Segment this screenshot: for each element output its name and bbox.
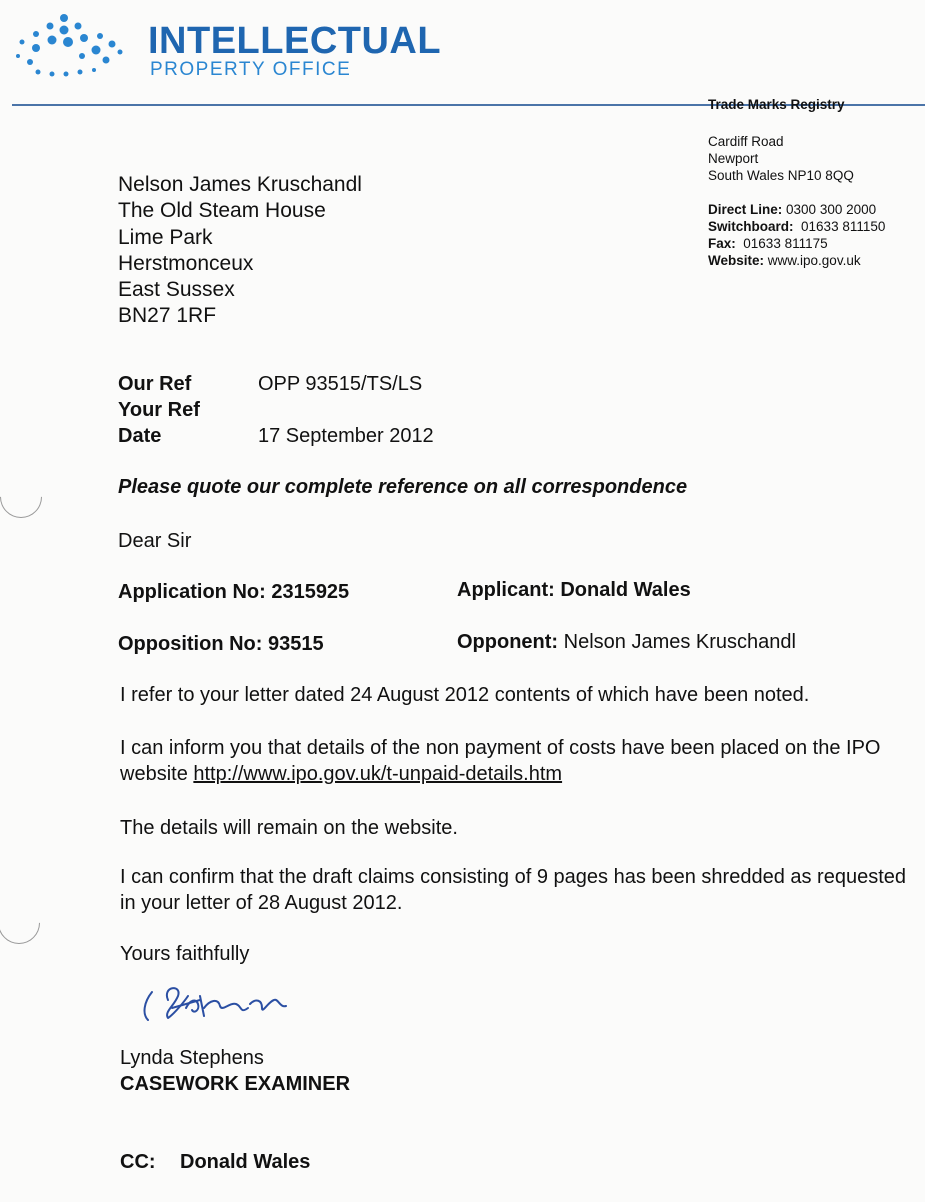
contact-label: Website: (708, 253, 765, 268)
sender-address-line: Newport (708, 151, 759, 166)
signer-title: CASEWORK EXAMINER (120, 1073, 351, 1095)
contact-label: Direct Line: (708, 202, 783, 217)
date-row (118, 425, 434, 448)
application-number: Application No: 2315925 (118, 581, 350, 603)
cc-recipient: Donald Wales (180, 1151, 311, 1173)
ipo-website-link[interactable]: http://www.ipo.gov.uk/t-unpaid-details.htm (193, 763, 563, 785)
logo-wordmark-primary: INTELLECTUAL (148, 20, 442, 62)
body-paragraph: The details will remain on the website. (120, 817, 458, 839)
applicant: Applicant: Donald Wales (457, 579, 691, 601)
addressee-line: Herstmonceux (118, 251, 254, 275)
sign-off: Yours faithfully (120, 943, 250, 965)
addressee-line: Lime Park (118, 225, 213, 249)
contact-value: www.ipo.gov.uk (767, 253, 861, 268)
addressee-line: Nelson James Kruschandl (118, 173, 362, 196)
handwritten-signature (138, 978, 308, 1038)
your-ref-row (118, 399, 258, 422)
addressee-line: The Old Steam House (118, 199, 326, 223)
sender-address (708, 133, 854, 184)
punch-hole-mark (0, 467, 51, 526)
contact-label: Switchboard: (708, 219, 794, 234)
body-paragraph: I refer to your letter dated 24 August 2012 contents of which have been noted. (120, 684, 810, 706)
quote-reference-note: Please quote our complete reference on all correspondence (118, 476, 688, 498)
opposition-number: Opposition No: 93515 (118, 633, 324, 655)
addressee-line: East Sussex (118, 278, 235, 302)
ipo-logo-mark (8, 10, 128, 80)
contact-switchboard (708, 218, 885, 235)
contact-website (708, 252, 885, 269)
our-ref-label: Our Ref (118, 373, 192, 395)
signer-name: Lynda Stephens (120, 1047, 264, 1069)
cc-label: CC: (120, 1151, 156, 1173)
sender-department: Trade Marks Registry (708, 97, 845, 112)
contact-value: 0300 300 2000 (786, 202, 877, 217)
body-paragraph: I can confirm that the draft claims consisting of 9 pages has been shredded as requested in your letter of 28 August 2012. (120, 866, 907, 914)
contact-value: 01633 811175 (743, 236, 828, 251)
opponent-name: Nelson James Kruschandl (558, 631, 796, 653)
addressee-line: BN27 1RF (118, 304, 217, 328)
contact-fax (708, 235, 885, 252)
our-ref-value: OPP 93515/TS/LS (258, 373, 423, 395)
sender-contacts (708, 201, 885, 269)
opponent-label: Opponent: (457, 631, 559, 653)
body-paragraph (120, 735, 920, 787)
punch-hole-mark (0, 893, 49, 952)
contact-direct-line (708, 201, 885, 218)
opponent (457, 631, 796, 654)
contact-label: Fax: (708, 236, 736, 251)
sender-address-line: Cardiff Road (708, 134, 784, 149)
sender-address-line: South Wales NP10 8QQ (708, 168, 854, 183)
your-ref-label: Your Ref (118, 399, 200, 421)
our-ref-row (118, 373, 422, 396)
date-value: 17 September 2012 (258, 425, 434, 447)
salutation: Dear Sir (118, 530, 192, 552)
logo-wordmark-secondary: PROPERTY OFFICE (150, 59, 352, 80)
date-label: Date (118, 425, 162, 447)
addressee-block (118, 172, 362, 330)
contact-value: 01633 811150 (801, 219, 886, 234)
paragraph-text: I can inform you that details of the non payment of costs have been placed on the IPO website (120, 737, 881, 785)
